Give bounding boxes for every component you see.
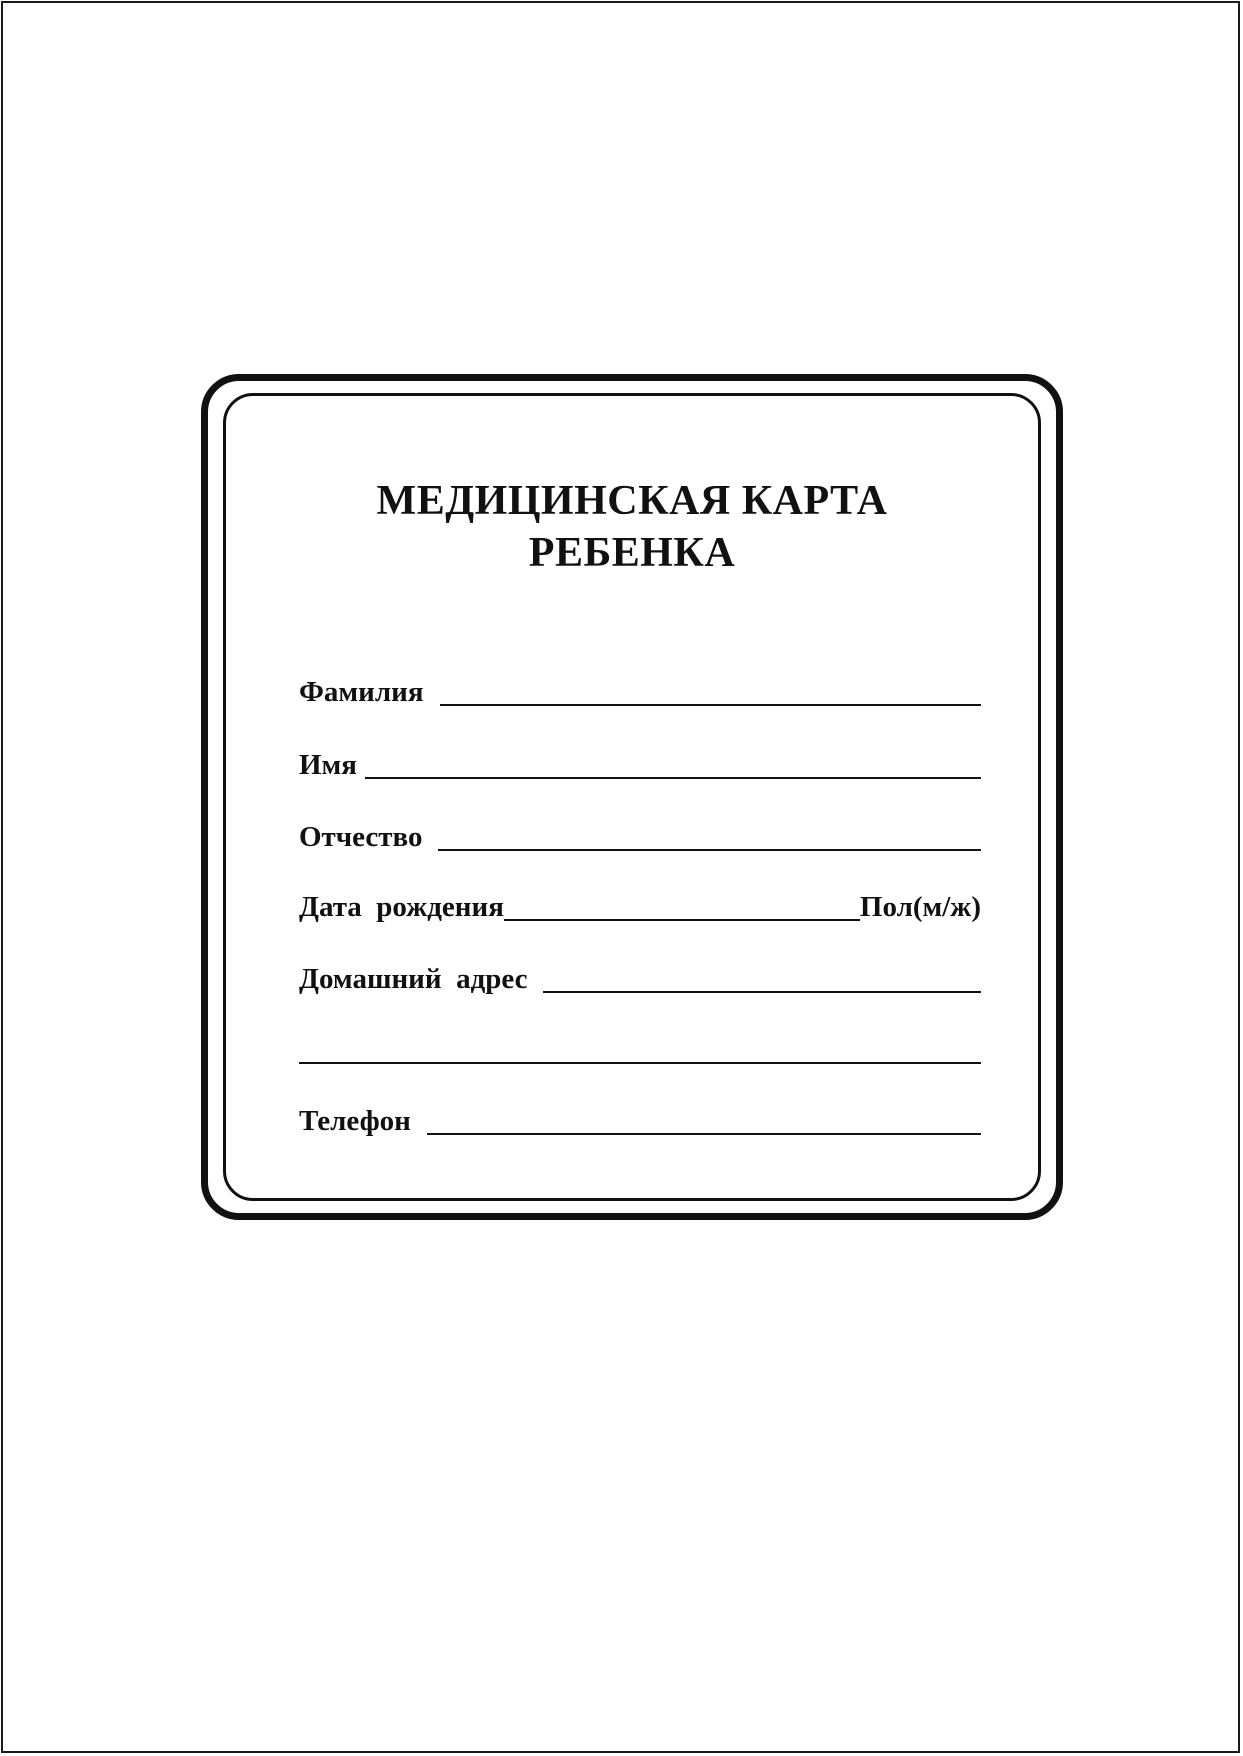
patronymic-row xyxy=(299,811,981,855)
surname-field-line[interactable] xyxy=(440,704,981,706)
address-field-line[interactable] xyxy=(543,991,981,993)
title-line-2: РЕБЕНКА xyxy=(528,530,736,576)
name-row xyxy=(299,739,981,783)
patronymic-field-line[interactable] xyxy=(438,849,981,851)
gender-label: Пол(м/ж) xyxy=(859,891,981,923)
address-continuation-line[interactable] xyxy=(299,1062,981,1064)
address-continuation-row xyxy=(299,1024,981,1068)
birthdate-label: Дата рождения xyxy=(299,891,504,923)
title-line-1: МЕДИЦИНСКАЯ КАРТА xyxy=(376,478,888,524)
name-label: Имя xyxy=(299,749,357,781)
phone-row xyxy=(299,1095,981,1139)
surname-label: Фамилия xyxy=(299,676,424,708)
birthdate-row xyxy=(299,881,981,925)
phone-field-line[interactable] xyxy=(427,1133,981,1135)
phone-label: Телефон xyxy=(299,1105,411,1137)
patronymic-label: Отчество xyxy=(299,821,423,853)
surname-row xyxy=(299,666,981,710)
birthdate-field-line[interactable] xyxy=(504,919,860,921)
address-label: Домашний адрес xyxy=(299,963,528,995)
name-field-line[interactable] xyxy=(365,777,981,779)
address-row xyxy=(299,953,981,997)
